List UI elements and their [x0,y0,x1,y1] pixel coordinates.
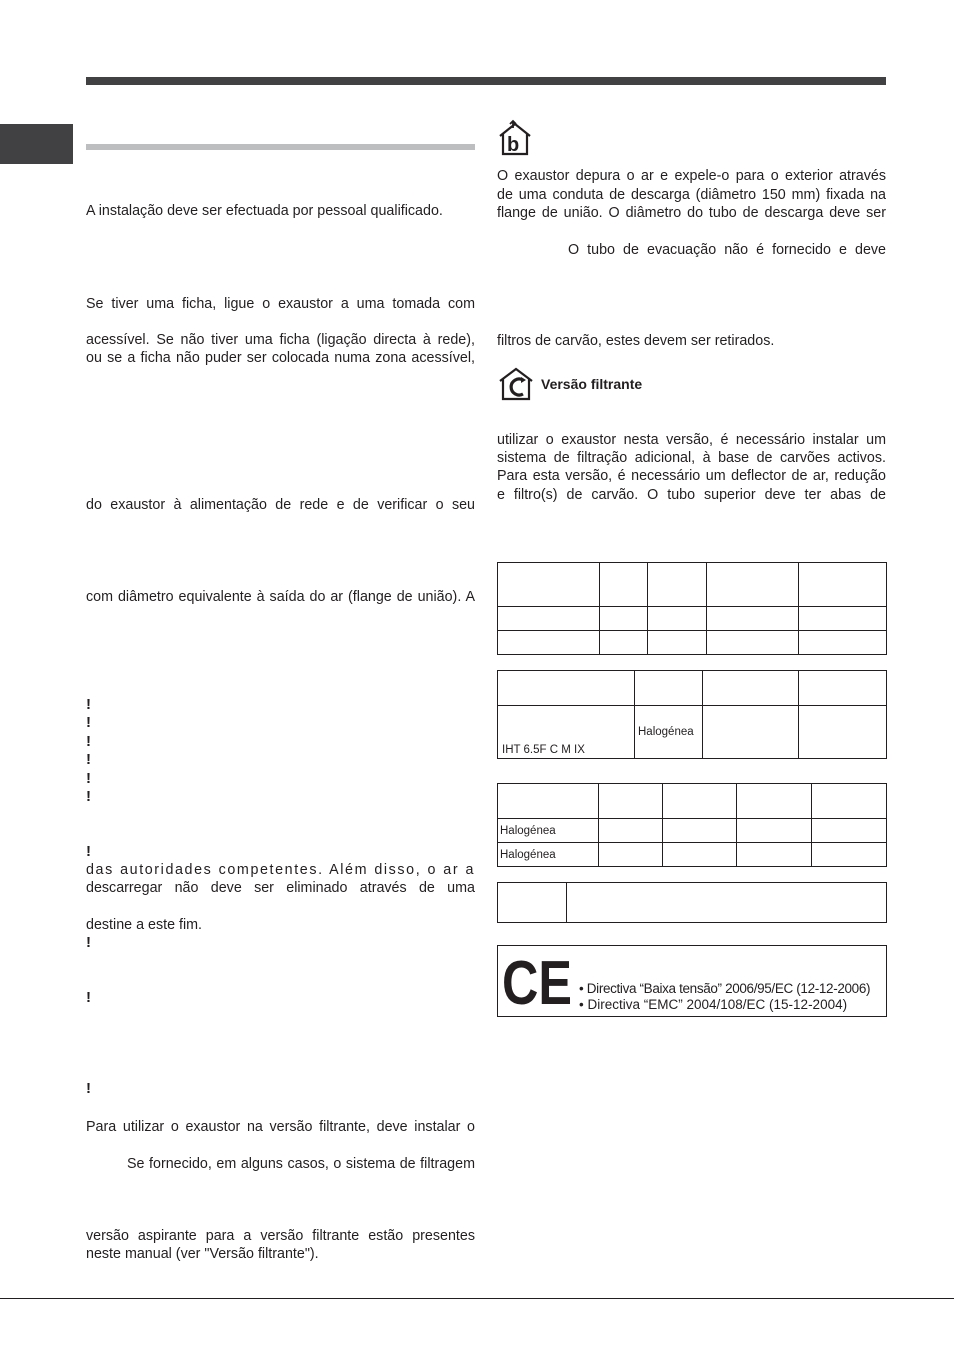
version-change-text-line2: neste manual (ver "Versão filtrante"). [86,1246,319,1262]
filter-version-heading: Versão filtrante [541,376,643,392]
plug-text-line2: acessível. Se não tiver uma ficha (ligação directa à rede), [86,332,475,348]
filtration-system-text: Se fornecido, em alguns casos, o sistema de filtragem [127,1156,475,1172]
table-cell [599,819,663,843]
warning-bullet: ! [86,788,91,805]
model-cell: IHT 6.5F C M IX [498,706,635,759]
plug-text-line3: ou se a ficha não puder ser colocada numa zona acessível, [86,350,475,366]
table-cell [600,563,648,607]
warning-bullet: ! [86,934,91,951]
spec-table-3 [497,783,887,867]
mains-connection-text: do exaustor à alimentação de rede e de verificar o seu [86,497,475,513]
table-cell [498,631,600,655]
directive-low-voltage: • Directiva “Baixa tensão” 2006/95/EC (12-12-2006) [579,981,871,996]
table-cell [703,706,799,759]
table-cell [707,563,799,607]
table-cell [799,706,887,759]
authorities-text-line3: destine a este fim. [86,917,203,933]
table-cell [635,671,703,706]
table-cell [799,631,887,655]
table-cell [648,607,707,631]
svg-text:b: b [507,134,520,156]
duct-diameter-text: com diâmetro equivalente à saída do ar (flange de união). A [86,589,475,605]
table-cell [599,784,663,819]
lamp-row-label: Halogénea [498,819,599,843]
table-cell [648,563,707,607]
warning-bullet: ! [86,733,91,750]
warning-bullet: ! [86,989,91,1006]
table-cell [799,671,887,706]
table-cell [663,843,737,867]
version-change-text-line1: versão aspirante para a versão filtrante estão presentes [86,1228,475,1244]
bottom-rule [0,1298,954,1299]
install-qualified-text: A instalação deve ser efectuada por pessoal qualificado. [86,203,443,219]
warning-bullet: ! [86,696,91,713]
plug-text-line1: Se tiver uma ficha, ligue o exaustor a uma tomada com [86,296,475,312]
ducted-text-line3: flange de união. O diâmetro do tubo de descarga deve ser [497,205,886,221]
table-cell [663,784,737,819]
table-cell [600,631,648,655]
ducted-text-line4: O tubo de evacuação não é fornecido e deve [568,242,886,258]
table-cell [498,671,635,706]
warning-bullet: ! [86,1080,91,1097]
table-cell [600,607,648,631]
spec-table-1 [497,562,887,655]
section-rule [86,144,475,150]
ducted-text-line2: de uma conduta de descarga (diâmetro 150 mm) fixada na [497,187,886,203]
table-cell [498,563,600,607]
carbon-filter-remove-text: filtros de carvão, estes devem ser retirados. [497,333,775,349]
recirculation-text-line1: utilizar o exaustor nesta versão, é necessário instalar um [497,432,886,448]
lamp-type-cell: Halogénea [635,706,703,759]
ce-mark-text: CE [502,949,572,1018]
table-cell [737,819,812,843]
table-cell [707,631,799,655]
warning-bullet: ! [86,770,91,787]
authorities-text-line1: das autoridades competentes. Além disso, o ar a [86,862,475,878]
ce-mark-icon [502,949,574,1018]
ducted-text-line1: O exaustor depura o ar e expele-o para o exterior através [497,168,886,184]
recirculation-text-line2: sistema de filtração adicional, à base de carvões activos. [497,450,886,466]
table-cell [737,843,812,867]
table-cell [737,784,812,819]
table-cell [648,631,707,655]
table-cell [498,784,599,819]
table-cell [663,819,737,843]
language-tab [0,124,73,164]
table-cell [707,607,799,631]
filter-version-text: Para utilizar o exaustor na versão filtrante, deve instalar o [86,1119,475,1135]
spec-table-2 [497,670,887,759]
top-rule [86,77,886,85]
spec-table-4 [497,882,887,923]
directive-emc: • Directiva “EMC” 2004/108/EC (15-12-2004) [579,997,848,1012]
warning-bullet: ! [86,843,91,860]
table-cell [812,784,887,819]
table-cell [799,563,887,607]
table-cell [799,607,887,631]
house-c-icon [497,366,537,407]
table-cell [703,671,799,706]
table-cell [567,883,887,923]
warning-bullet: ! [86,751,91,768]
table-cell [812,843,887,867]
house-b-icon [497,120,533,161]
table-cell [812,819,887,843]
table-cell [599,843,663,867]
lamp-row-label: Halogénea [498,843,599,867]
recirculation-text-line4: e filtro(s) de carvão. O tubo superior deve ter abas de [497,487,886,503]
table-cell [498,607,600,631]
ce-compliance-box [497,945,887,1017]
warning-bullet: ! [86,714,91,731]
table-cell [498,883,567,923]
recirculation-text-line3: Para esta versão, é necessário um deflector de ar, redução [497,468,886,484]
authorities-text-line2: descarregar não deve ser eliminado através de uma [86,880,475,896]
